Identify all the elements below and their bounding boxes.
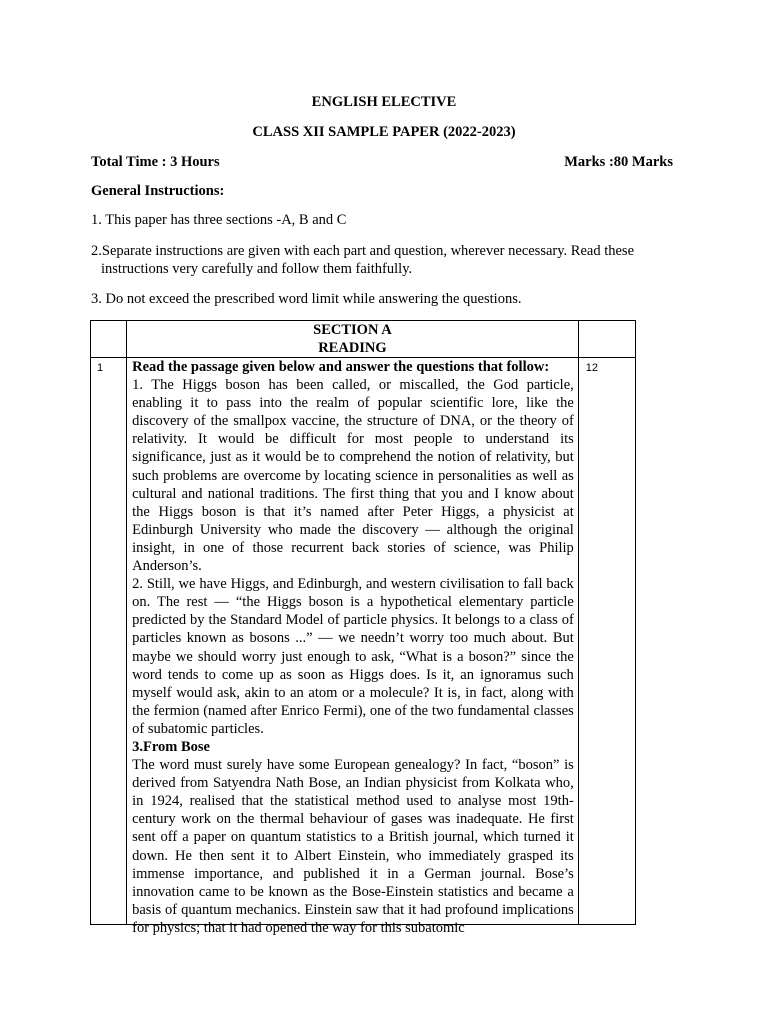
question-heading: Read the passage given below and answer the questions that follow:: [132, 359, 550, 375]
passage-cell: [127, 358, 579, 936]
instruction-3: 3. Do not exceed the prescribed word limit while answering the questions.: [91, 291, 522, 307]
instruction-1: 1. This paper has three sections -A, B and C: [91, 212, 347, 228]
passage-paragraph-2: 2. Still, we have Higgs, and Edinburgh, and western civilisation to fall back on. The rest — “the Higgs boson is a hypothetical elementary particle predicted by the Standard Model of particle physics. It belongs to a class of particles known as bosons ...” — we needn’t worry too much about. But maybe we should worry just enough to ask, “What is a boson?” since the word tends to come up as soon as Higgs does. Is it, an ignoramus such myself would ask, akin to an atom or a molecule? It is, in fact, along with the fermion (named after Enrico Fermi), one of the two fundamental classes of subatomic particles.: [132, 576, 574, 737]
section-name: SECTION A: [313, 322, 392, 338]
section-title: READING: [318, 340, 387, 356]
passage-clip: [132, 358, 574, 936]
page-title: ENGLISH ELECTIVE: [311, 94, 457, 110]
question-marks: 12: [578, 358, 635, 925]
empty-cell: [578, 321, 635, 358]
question-table: [90, 320, 636, 936]
instruction-2-line-1: 2.Separate instructions are given with each part and question, wherever necessary. Read these: [91, 243, 635, 259]
passage-paragraph-3: The word must surely have some European genealogy? In fact, “boson” is derived from Satyendra Nath Bose, an Indian physicist from Kolkata who, in 1924, realised that the statistical method used to analyse most 19th-century work on the thermal behaviour of gases was inadequate. He first sent off a paper on quantum statistics to a British journal, which turned it down. He then sent it to Albert Einstein, who immediately grasped its immense importance, and published it in a German journal. Bose’s innovation came to be known as the Bose-Einstein statistics and became a basis of quantum mechanics. Einstein saw that it had profound implications for physics; that it had opened the way for this subatomic: [132, 757, 574, 936]
section-header: [127, 321, 579, 358]
total-time: Total Time : 3 Hours: [91, 154, 220, 170]
page-subtitle: CLASS XII SAMPLE PAPER (2022-2023): [252, 124, 516, 140]
question-row: [91, 358, 636, 925]
passage: [132, 358, 574, 937]
instruction-2-line-2: instructions very carefully and follow them faithfully.: [101, 261, 413, 277]
empty-cell: [91, 321, 127, 358]
section-header-row: [91, 321, 636, 358]
general-instructions-heading: General Instructions:: [91, 183, 225, 199]
passage-subheading: 3.From Bose: [132, 738, 210, 755]
total-marks: Marks :80 Marks: [564, 154, 673, 170]
question-number: 1: [91, 358, 127, 925]
passage-paragraph-1: 1. The Higgs boson has been called, or miscalled, the God particle, enabling it to pass into the realm of popular scientific lore, like the discovery of the smallpox vaccine, the structure of DNA, or the theory of relativity. It would be difficult for most people to understand its significance, just as it would be to comprehend the notion of relativity, but such problems are overcome by locating science in personalities as well as cultural and national traditions. The first thing that you and I know about the Higgs boson is that it’s named after Peter Higgs, a physicist at Edinburgh University who made the discovery — although the original insight, in one of those recurrent back stories of science, was Philip Anderson’s.: [132, 377, 574, 575]
